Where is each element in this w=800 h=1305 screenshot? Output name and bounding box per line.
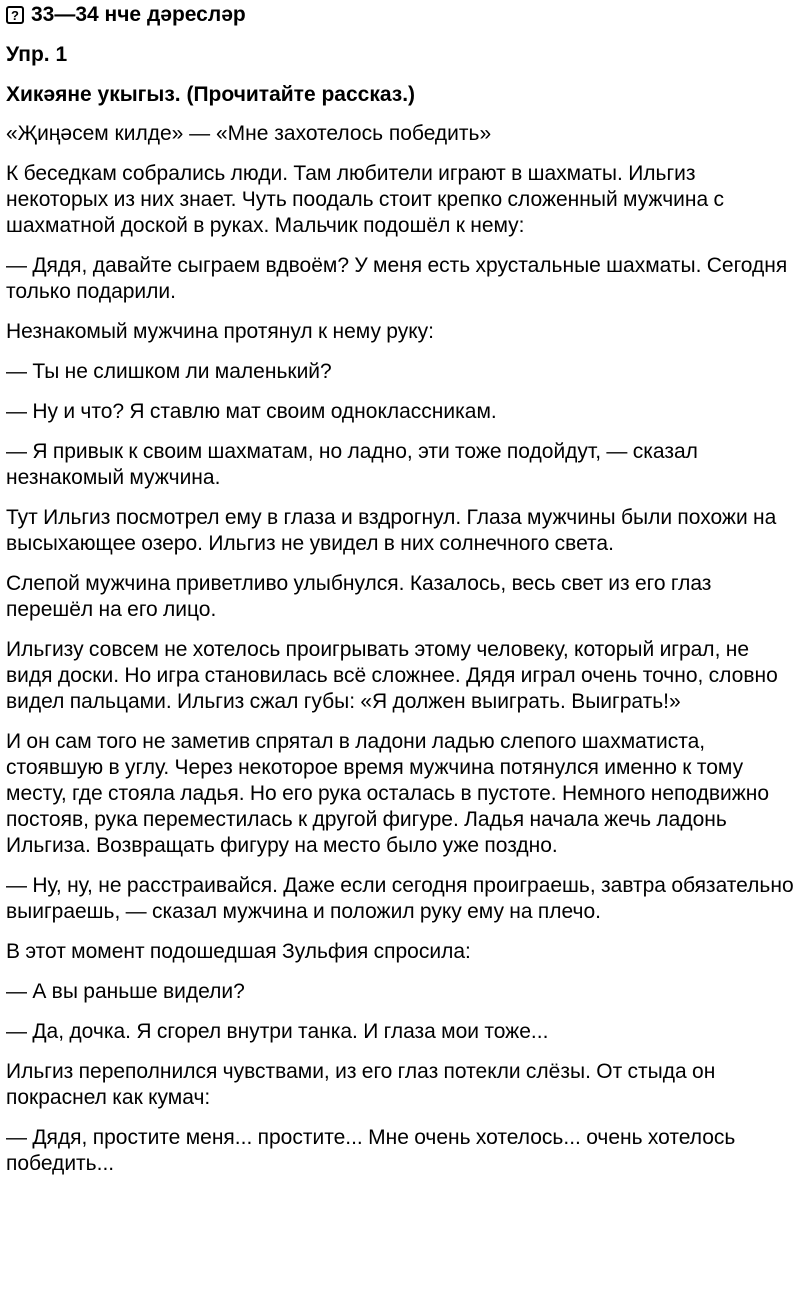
story-paragraph: Тут Ильгиз посмотрел ему в глаза и вздрогнул. Глаза мужчины были похожи на высыхающее озеро. Ильгиз не увидел в них солнечного света.: [6, 506, 777, 555]
story-paragraph: — Дядя, давайте сыграем вдвоём? У меня есть хрустальные шахматы. Сегодня только подарили.: [6, 254, 788, 303]
story-paragraph: — Ну, ну, не расстраивайся. Даже если сегодня проиграешь, завтра обязательно выиграешь, — сказал мужчина и положил руку ему на плечо.: [6, 874, 794, 923]
exercise-label: Упр. 1: [6, 43, 68, 66]
story-title: «Җиңәсем килде» — «Мне захотелось победить»: [6, 122, 492, 145]
story-paragraph: — Ты не слишком ли маленький?: [6, 360, 332, 383]
story-paragraph: — Да, дочка. Я сгорел внутри танка. И глаза мои тоже...: [6, 1020, 549, 1043]
story-paragraph: Ильгизу совсем не хотелось проигрывать этому человеку, который играл, не видя доски. Но игра становилась всё сложнее. Дядя играл очень точно, словно видел пальцами. Ильгиз сжал губы: «Я должен выиграть. Выиграть!»: [6, 638, 778, 713]
story-paragraph: И он сам того не заметив спрятал в ладони ладью слепого шахматиста, стоявшую в углу. Через некоторое время мужчина потянулся именно к тому месту, где стояла ладья. Но его рука осталась в пустоте. Немного неподвижно постояв, рука переместилась к другой фигуре. Ладья начала жечь ладонь Ильгиза. Возвращать фигуру на место было уже поздно.: [6, 730, 770, 857]
story-paragraph: — Ну и что? Я ставлю мат своим одноклассникам.: [6, 400, 497, 423]
story-paragraph: — Я привык к своим шахматам, но ладно, эти тоже подойдут, — сказал незнакомый мужчина.: [6, 440, 698, 489]
story-paragraph: К беседкам собрались люди. Там любители играют в шахматы. Ильгиз некоторых из них знает. Чуть поодаль стоит крепко сложенный мужчина с шахматной доской в руках. Мальчик подошёл к нему:: [6, 162, 725, 237]
lesson-heading: [6, 2, 800, 28]
story-text: [6, 161, 800, 1177]
story-paragraph: В этот момент подошедшая Зульфия спросила:: [6, 940, 471, 963]
story-paragraph: Ильгиз переполнился чувствами, из его глаз потекли слёзы. От стыда он покраснел как кумач:: [6, 1060, 716, 1109]
task-instruction: Хикәяне укыгыз. (Прочитайте рассказ.): [6, 83, 416, 106]
story-paragraph: — А вы раньше видели?: [6, 980, 245, 1003]
story-paragraph: — Дядя, простите меня... простите... Мне очень хотелось... очень хотелось победить...: [6, 1126, 736, 1175]
story-paragraph: Незнакомый мужчина протянул к нему руку:: [6, 320, 434, 343]
question-box-icon[interactable]: ?: [6, 6, 24, 24]
story-paragraph: Слепой мужчина приветливо улыбнулся. Казалось, весь свет из его глаз перешёл на его лицо.: [6, 572, 712, 621]
lesson-title: 33—34 нче дәресләр: [31, 3, 246, 26]
